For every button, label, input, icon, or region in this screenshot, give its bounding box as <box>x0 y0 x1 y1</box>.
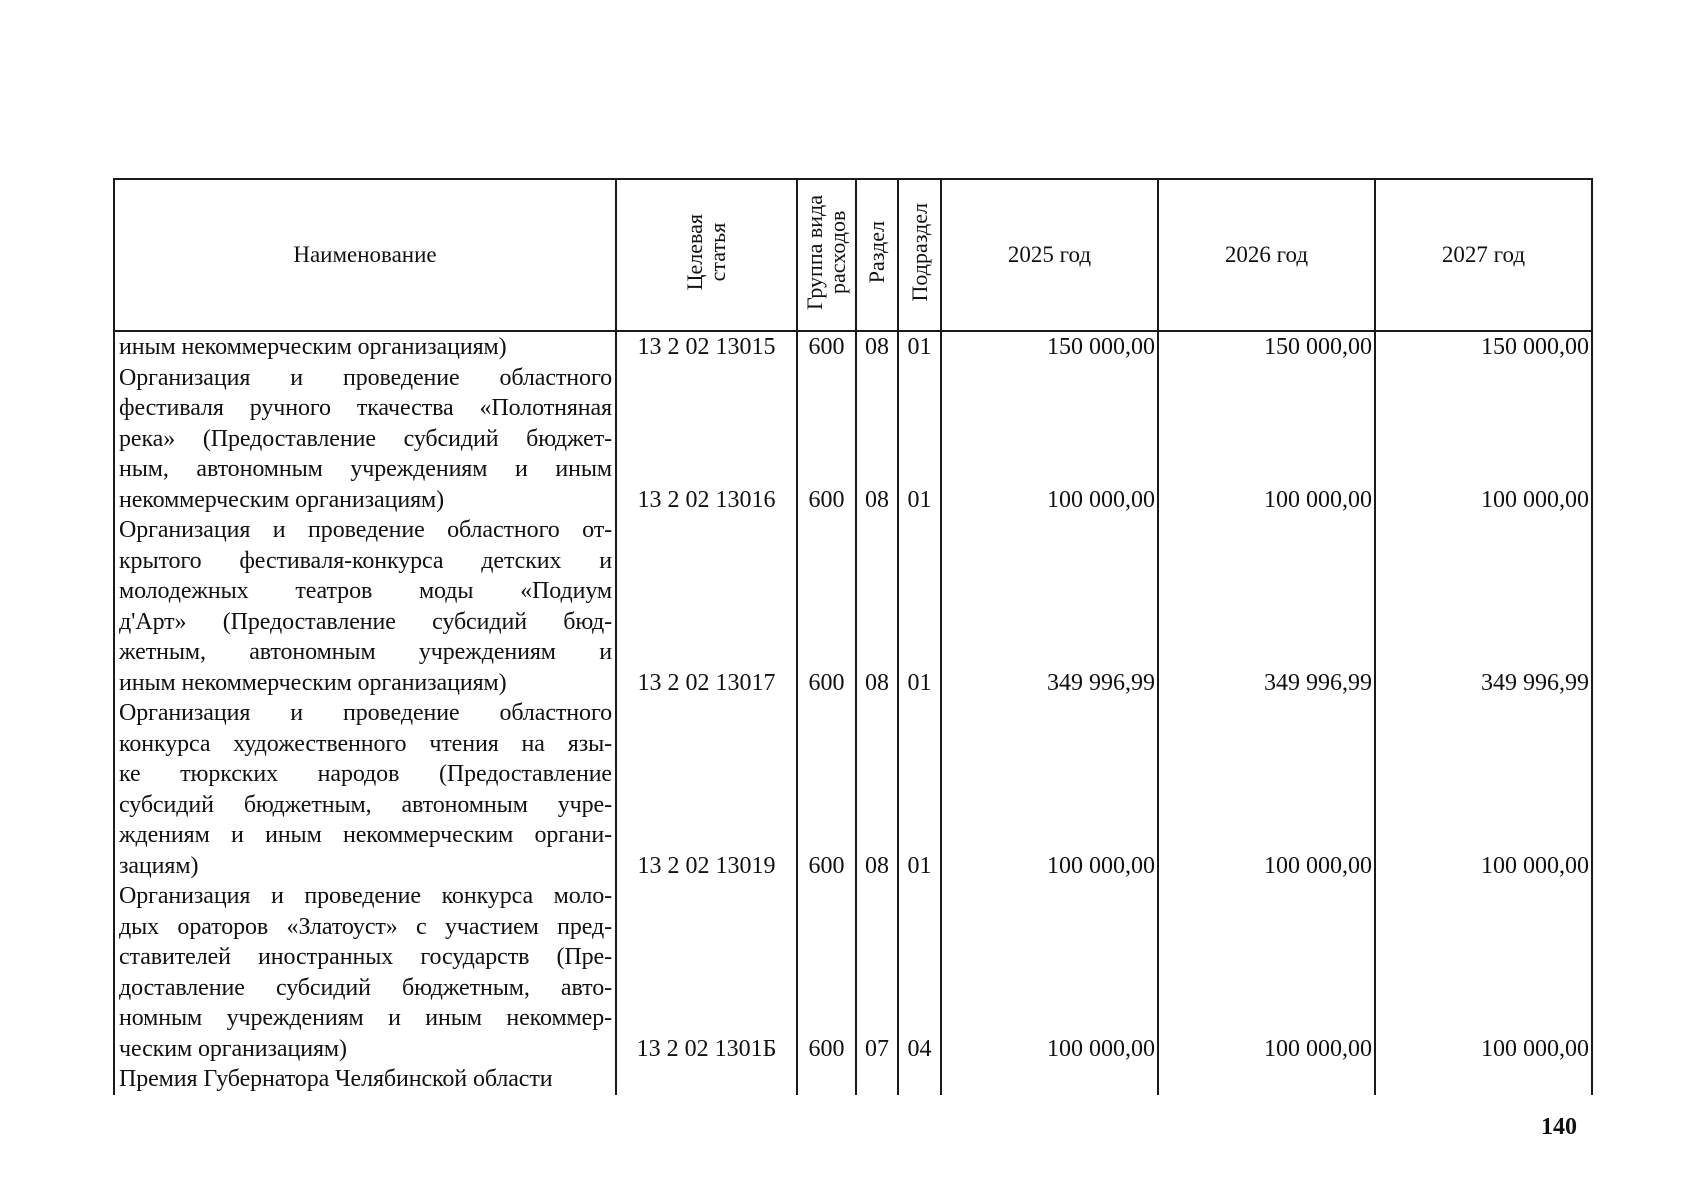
row-name-line: дых ораторов «Златоуст» с участием пред- <box>119 913 612 940</box>
page-number: 140 <box>1541 1114 1577 1140</box>
row-name <box>114 331 616 363</box>
row-amount-2025: 100 000,00 <box>941 363 1158 516</box>
row-amount-2027 <box>1375 1064 1592 1095</box>
table-row <box>114 515 1592 698</box>
row-name-line: иным некоммерческим организациям) <box>119 669 507 696</box>
row-name-line: иным некоммерческим организациям) <box>119 334 507 360</box>
row-section: 07 <box>856 881 898 1064</box>
row-subsection: 01 <box>898 363 941 516</box>
row-name-line: Организация и проведение областного <box>119 364 612 391</box>
header-subsection: Подраздел <box>898 179 941 331</box>
table-row <box>114 881 1592 1064</box>
row-expense-group: 600 <box>797 881 856 1064</box>
row-section: 08 <box>856 331 898 363</box>
row-name-line: д'Арт» (Предоставление субсидий бюд- <box>119 608 612 635</box>
row-target-article: 13 2 02 13017 <box>616 515 797 698</box>
table-row <box>114 363 1592 516</box>
header-section: Раздел <box>856 179 898 331</box>
row-amount-2025: 100 000,00 <box>941 698 1158 881</box>
row-target-article: 13 2 02 13015 <box>616 331 797 363</box>
row-name <box>114 363 616 516</box>
row-name-line: река» (Предоставление субсидий бюджет- <box>119 425 612 452</box>
header-year-2025: 2025 год <box>941 179 1158 331</box>
header-year-2026: 2026 год <box>1158 179 1375 331</box>
row-name-line: Организация и проведение областного <box>119 700 612 726</box>
row-amount-2025: 100 000,00 <box>941 881 1158 1064</box>
row-name <box>114 698 616 881</box>
row-amount-2026: 100 000,00 <box>1158 363 1375 516</box>
row-name-line: Организация и проведение областного от- <box>119 517 612 543</box>
row-amount-2025: 349 996,99 <box>941 515 1158 698</box>
row-target-article: 13 2 02 13016 <box>616 363 797 516</box>
row-target-article: 13 2 02 1301Б <box>616 881 797 1064</box>
row-section <box>856 1064 898 1095</box>
header-name: Наименование <box>114 179 616 331</box>
row-subsection: 01 <box>898 331 941 363</box>
row-amount-2026: 100 000,00 <box>1158 698 1375 881</box>
row-name <box>114 1064 616 1095</box>
row-name-line: субсидий бюджетным, автономным учре- <box>119 791 612 818</box>
row-name-line: доставление субсидий бюджетным, авто- <box>119 974 612 1001</box>
row-amount-2027: 100 000,00 <box>1375 363 1592 516</box>
row-amount-2026: 100 000,00 <box>1158 881 1375 1064</box>
header-target-article: Целевая статья <box>616 179 797 331</box>
row-name-line: некоммерческим организациям) <box>119 486 444 513</box>
header-expense-group: Группа вида расходов <box>797 179 856 331</box>
row-name <box>114 881 616 1064</box>
row-amount-2026: 349 996,99 <box>1158 515 1375 698</box>
row-name-line: ным, автономным учреждениям и иным <box>119 456 612 482</box>
table-header-row <box>114 179 1592 331</box>
table-row <box>114 698 1592 881</box>
row-name-line: зациям) <box>119 852 199 879</box>
row-amount-2025 <box>941 1064 1158 1095</box>
row-expense-group: 600 <box>797 331 856 363</box>
row-name-line: молодежных театров моды «Подиум <box>119 578 612 604</box>
row-subsection: 01 <box>898 515 941 698</box>
row-subsection <box>898 1064 941 1095</box>
row-amount-2026: 150 000,00 <box>1158 331 1375 363</box>
row-name-line: крытого фестиваля-конкурса детских и <box>119 547 612 574</box>
row-name-line: номным учреждениям и иным некоммер- <box>119 1005 612 1031</box>
row-expense-group <box>797 1064 856 1095</box>
row-name-line: ке тюркских народов (Предоставление <box>119 761 612 787</box>
row-amount-2027: 100 000,00 <box>1375 881 1592 1064</box>
row-expense-group: 600 <box>797 363 856 516</box>
row-section: 08 <box>856 515 898 698</box>
row-expense-group: 600 <box>797 515 856 698</box>
budget-table <box>113 178 1593 1095</box>
row-name-line: Премия Губернатора Челябинской области <box>119 1066 553 1092</box>
row-name <box>114 515 616 698</box>
row-name-line: Организация и проведение конкурса моло- <box>119 883 612 909</box>
row-name-line: ческим организациям) <box>119 1035 347 1062</box>
row-amount-2026 <box>1158 1064 1375 1095</box>
row-target-article <box>616 1064 797 1095</box>
row-subsection: 01 <box>898 698 941 881</box>
row-name-line: ставителей иностранных государств (Пре- <box>119 944 612 970</box>
row-amount-2027: 100 000,00 <box>1375 698 1592 881</box>
row-expense-group: 600 <box>797 698 856 881</box>
row-section: 08 <box>856 363 898 516</box>
row-amount-2027: 150 000,00 <box>1375 331 1592 363</box>
row-target-article: 13 2 02 13019 <box>616 698 797 881</box>
row-name-line: ждениям и иным некоммерческим органи- <box>119 822 612 848</box>
header-year-2027: 2027 год <box>1375 179 1592 331</box>
row-name-line: фестиваля ручного ткачества «Полотняная <box>119 395 612 421</box>
row-name-line: конкурса художественного чтения на язы- <box>119 730 612 757</box>
row-section: 08 <box>856 698 898 881</box>
row-name-line: жетным, автономным учреждениям и <box>119 639 612 665</box>
row-amount-2025: 150 000,00 <box>941 331 1158 363</box>
row-subsection: 04 <box>898 881 941 1064</box>
table-body <box>114 331 1592 1095</box>
table-row <box>114 1064 1592 1095</box>
table-row <box>114 331 1592 363</box>
row-amount-2027: 349 996,99 <box>1375 515 1592 698</box>
